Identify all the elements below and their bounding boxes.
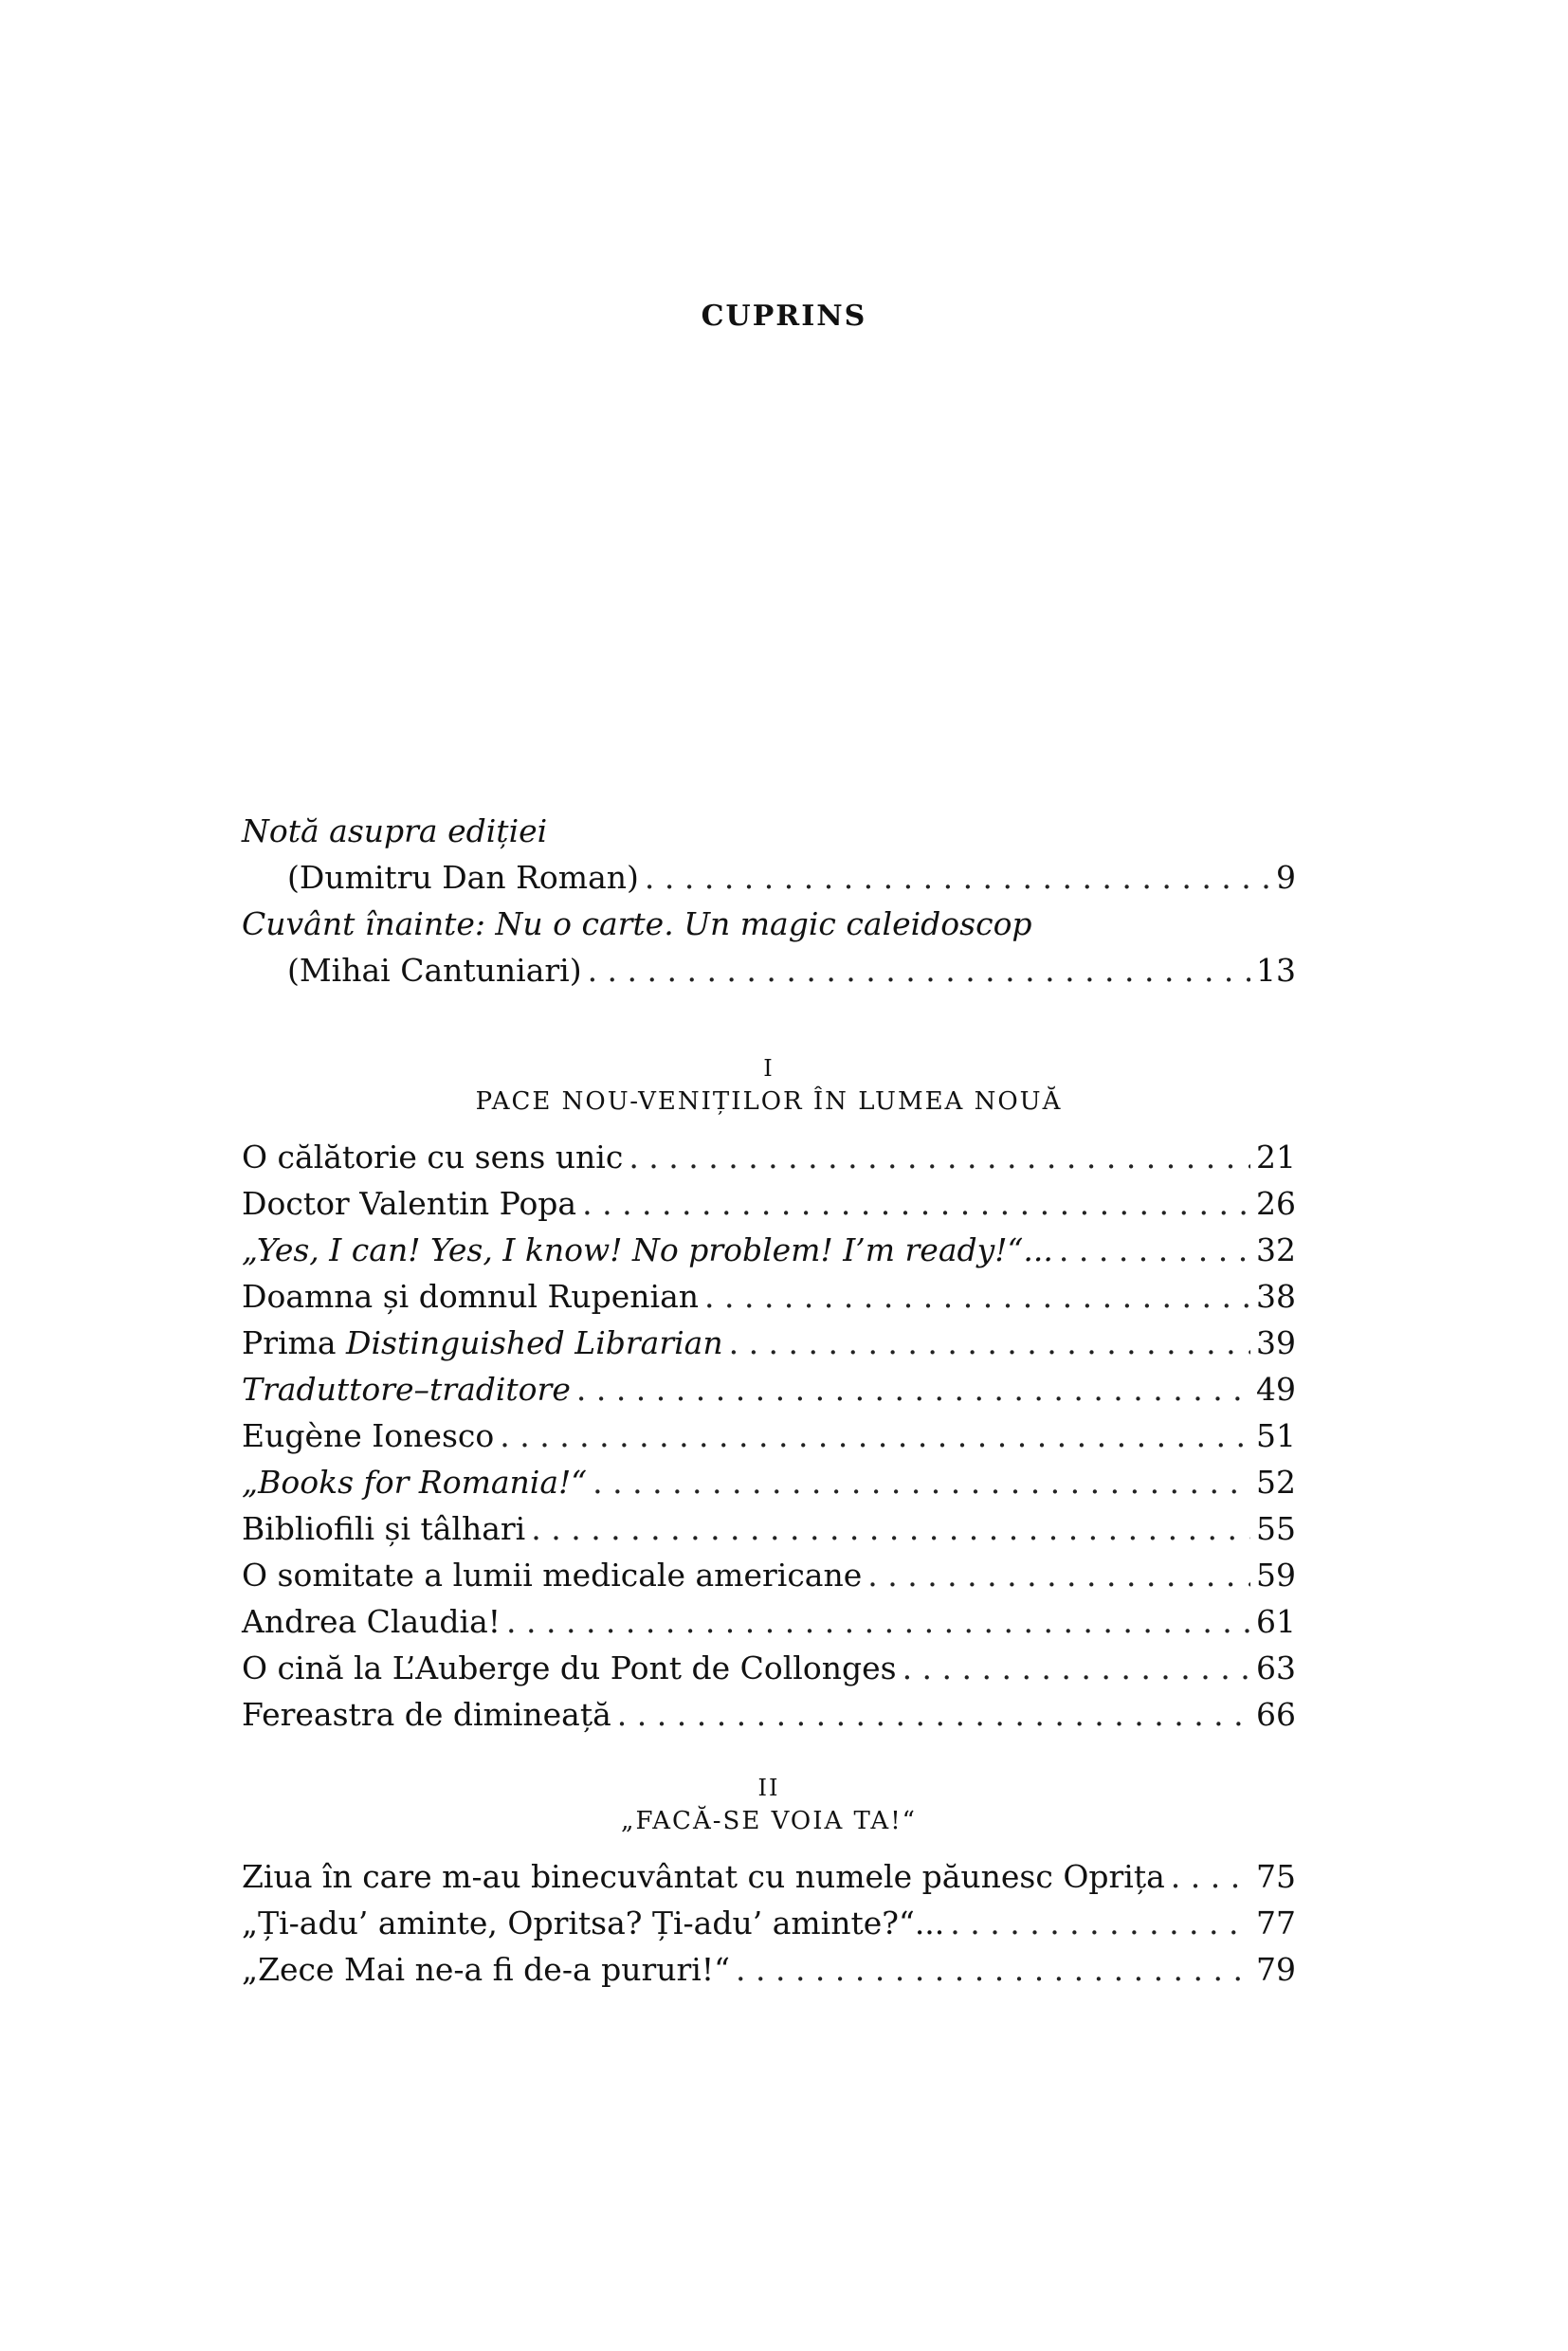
- dot-leader: [588, 947, 1250, 993]
- toc-entry-text: Fereastra de dimineață: [242, 1696, 611, 1733]
- dot-leader: [736, 1946, 1250, 1993]
- toc-entry-text: Prima Distinguished Librarian: [242, 1324, 723, 1361]
- toc-entry-text: O călătorie cu sens unic: [242, 1139, 624, 1176]
- toc-entry[interactable]: [242, 1459, 1296, 1505]
- toc-entry[interactable]: [242, 1320, 1296, 1366]
- toc-entry-text: Traduttore–traditore: [242, 1371, 571, 1408]
- toc-entry[interactable]: [242, 1227, 1296, 1273]
- toc-entry[interactable]: [242, 1412, 1296, 1459]
- toc-entry[interactable]: [242, 854, 1296, 901]
- toc-entry-text: „Yes, I can! Yes, I know! No problem! I’m ready!“...: [242, 1231, 1053, 1268]
- toc-page-number: 21: [1256, 1139, 1296, 1176]
- toc-entry-text: Ziua în care m-au binecuvântat cu numele păunesc Oprița: [242, 1858, 1165, 1895]
- toc-entry[interactable]: [242, 1900, 1296, 1946]
- dot-leader: [704, 1273, 1250, 1320]
- dot-leader: [629, 1134, 1250, 1180]
- toc-page-number: 77: [1256, 1904, 1296, 1941]
- dot-leader: [903, 1645, 1250, 1691]
- toc-entry-title: Notă asupra ediției: [242, 812, 548, 849]
- toc-entry-text: „Ți-adu’ aminte, Opritsa? Ți-adu’ aminte?“...: [242, 1904, 945, 1941]
- toc-page-number: 52: [1256, 1464, 1296, 1501]
- toc-entry[interactable]: [242, 1946, 1296, 1993]
- toc-entry-text: Bibliofili și tâlhari: [242, 1510, 526, 1547]
- dot-leader: [950, 1900, 1250, 1946]
- dot-leader: [1059, 1227, 1250, 1273]
- toc-entry-text: Andrea Claudia!: [242, 1603, 501, 1640]
- toc-page-number: 32: [1256, 1231, 1296, 1268]
- toc-entry-text: „Zece Mai ne-a fi de-a pururi!“: [242, 1951, 730, 1988]
- dot-leader: [576, 1366, 1250, 1412]
- toc-entry-subtitle: (Mihai Cantuniari): [287, 952, 582, 989]
- section-title: „FACĂ-SE VOIA TA!“: [621, 1807, 917, 1835]
- toc-page-number: 9: [1276, 859, 1296, 896]
- toc-page-number: 13: [1256, 952, 1296, 989]
- dot-leader: [645, 854, 1269, 901]
- dot-leader: [582, 1180, 1250, 1227]
- dot-leader: [729, 1320, 1250, 1366]
- toc-page-number: 79: [1256, 1951, 1296, 1988]
- toc-entry-title: Cuvânt înainte: Nu o carte. Un magic caleidoscop: [242, 905, 1032, 942]
- dot-leader: [506, 1598, 1250, 1645]
- toc-entry-subtitle: (Dumitru Dan Roman): [287, 859, 639, 896]
- dot-leader: [867, 1552, 1250, 1598]
- toc-page-number: 59: [1256, 1557, 1296, 1594]
- toc-entry[interactable]: [242, 1853, 1296, 1900]
- dot-leader: [500, 1412, 1250, 1459]
- section-number: I: [763, 1055, 775, 1082]
- toc-entry-text: O cină la L’Auberge du Pont de Collonges: [242, 1649, 897, 1686]
- section-number: II: [757, 1775, 780, 1801]
- toc-entry[interactable]: [242, 1552, 1296, 1598]
- toc-entry[interactable]: [242, 1645, 1296, 1691]
- toc-entry[interactable]: [242, 1691, 1296, 1738]
- dot-leader: [531, 1505, 1250, 1552]
- section-title: PACE NOU-VENIȚILOR ÎN LUMEA NOUĂ: [475, 1087, 1063, 1116]
- toc-entry[interactable]: [242, 1134, 1296, 1180]
- toc-entry[interactable]: [242, 947, 1296, 993]
- toc-page-number: 51: [1256, 1417, 1296, 1454]
- toc-page-number: 38: [1256, 1278, 1296, 1315]
- dot-leader: [593, 1459, 1250, 1505]
- dot-leader: [617, 1691, 1250, 1738]
- toc-page-number: 55: [1256, 1510, 1296, 1547]
- toc-page-number: 39: [1256, 1324, 1296, 1361]
- toc-entry[interactable]: [242, 1505, 1296, 1552]
- toc-page-number: 63: [1256, 1649, 1296, 1686]
- toc-entry[interactable]: [242, 1598, 1296, 1645]
- table-of-contents: [242, 808, 1296, 1993]
- page-title: CUPRINS: [701, 300, 867, 333]
- dot-leader: [1171, 1853, 1250, 1900]
- toc-entry[interactable]: [242, 1273, 1296, 1320]
- toc-entry-text: „Books for Romania!“: [242, 1464, 588, 1501]
- toc-entry-text: Doctor Valentin Popa: [242, 1185, 577, 1222]
- toc-page-number: 49: [1256, 1371, 1296, 1408]
- toc-entry-text: O somitate a lumii medicale americane: [242, 1557, 863, 1594]
- toc-page-number: 26: [1256, 1185, 1296, 1222]
- toc-entry-text: Eugène Ionesco: [242, 1417, 495, 1454]
- toc-page-number: 75: [1256, 1858, 1296, 1895]
- toc-entry[interactable]: [242, 1180, 1296, 1227]
- toc-entry-text: Doamna și domnul Rupenian: [242, 1278, 700, 1315]
- toc-entry[interactable]: [242, 1366, 1296, 1412]
- toc-page-number: 61: [1256, 1603, 1296, 1640]
- toc-page-number: 66: [1256, 1696, 1296, 1733]
